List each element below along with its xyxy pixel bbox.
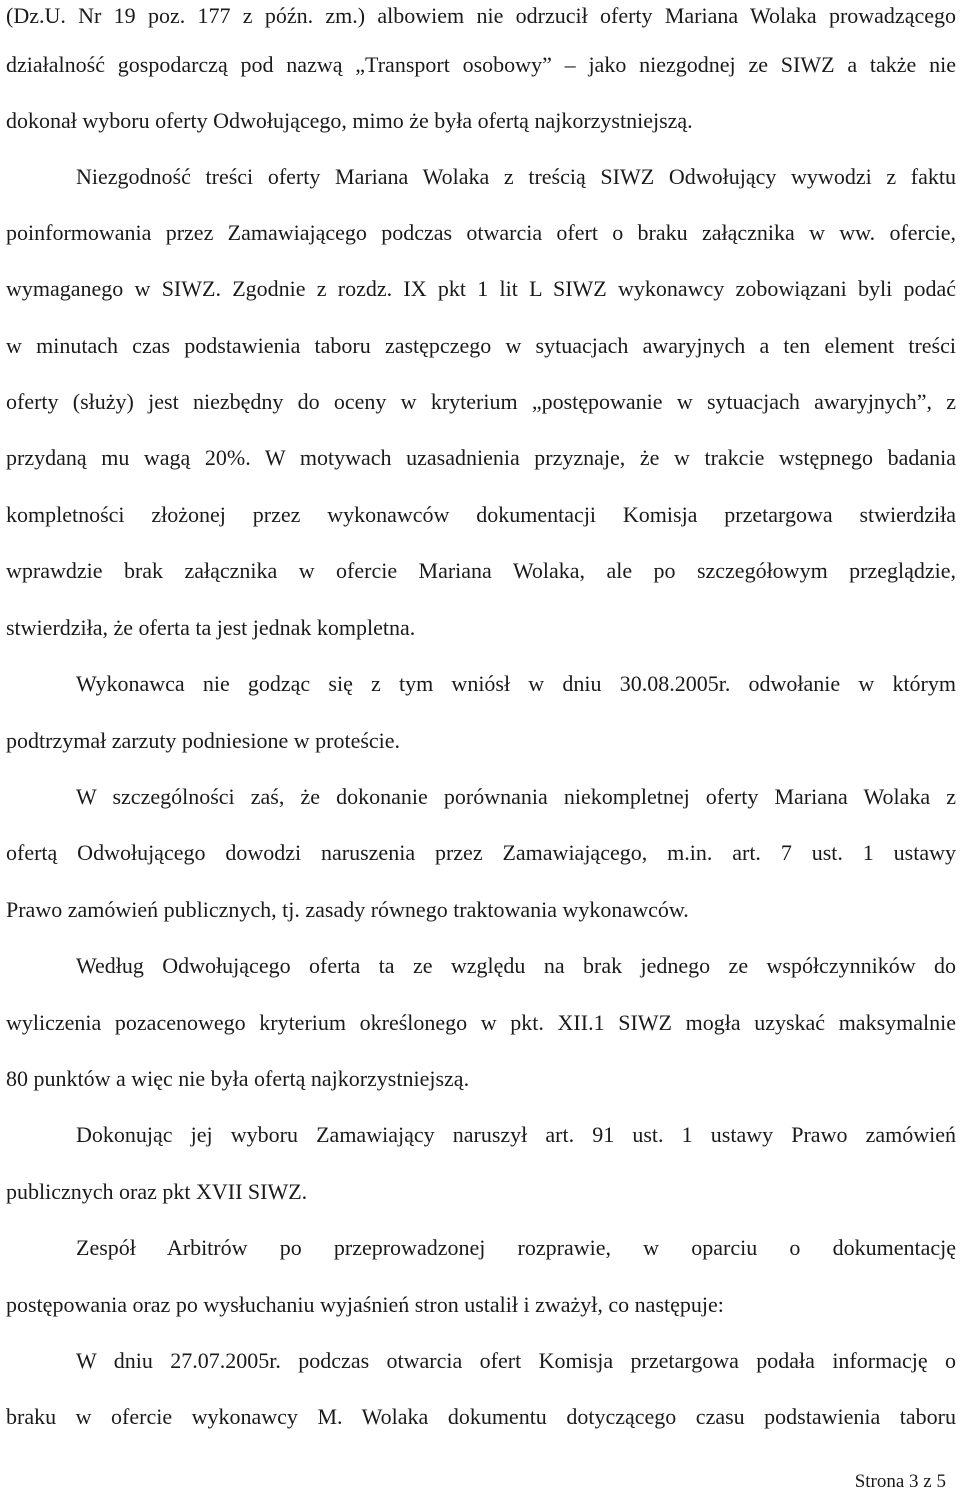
- text-line: Prawo zamówień publicznych, tj. zasady równego traktowania wykonawców.: [6, 897, 689, 922]
- text-line: oferty (służy) jest niezbędny do oceny w kryterium „postępowanie w sytuacjach awaryjnych”, z: [6, 389, 956, 414]
- text-line: poinformowania przez Zamawiającego podczas otwarcia ofert o braku załącznika w ww. ofercie,: [6, 220, 956, 245]
- text-line: działalność gospodarczą pod nazwą „Transport osobowy” – jako niezgodnej ze SIWZ a także nie: [6, 52, 956, 77]
- text-line: wyliczenia pozacenowego kryterium określonego w pkt. XII.1 SIWZ mogła uzyskać maksymalnie: [6, 1010, 956, 1035]
- text-line: Zespół Arbitrów po przeprowadzonej rozprawie, w oparciu o dokumentację: [76, 1235, 956, 1260]
- text-line: 80 punktów a więc nie była ofertą najkorzystniejszą.: [6, 1066, 470, 1091]
- text-line: przydaną mu wagą 20%. W motywach uzasadnienia przyznaje, że w trakcie wstępnego badania: [6, 445, 956, 470]
- text-line: wymaganego w SIWZ. Zgodnie z rozdz. IX pkt 1 lit L SIWZ wykonawcy zobowiązani byli podać: [6, 276, 956, 301]
- text-line: braku w ofercie wykonawcy M. Wolaka dokumentu dotyczącego czasu podstawienia taboru: [6, 1404, 956, 1429]
- text-line: postępowania oraz po wysłuchaniu wyjaśnień stron ustalił i zważył, co następuje:: [6, 1292, 724, 1317]
- text-line: publicznych oraz pkt XVII SIWZ.: [6, 1179, 308, 1204]
- text-line: Według Odwołującego oferta ta ze względu na brak jednego ze współczynników do: [76, 953, 956, 978]
- text-line: W dniu 27.07.2005r. podczas otwarcia ofert Komisja przetargowa podała informację o: [76, 1348, 956, 1373]
- text-line: ofertą Odwołującego dowodzi naruszenia przez Zamawiającego, m.in. art. 7 ust. 1 ustawy: [6, 840, 956, 865]
- text-line: dokonał wyboru oferty Odwołującego, mimo że była ofertą najkorzystniejszą.: [6, 108, 693, 133]
- text-line: wprawdzie brak załącznika w ofercie Mariana Wolaka, ale po szczegółowym przeglądzie,: [6, 558, 956, 583]
- text-line: kompletności złożonej przez wykonawców dokumentacji Komisja przetargowa stwierdziła: [6, 502, 956, 527]
- page-number: Strona 3 z 5: [854, 1471, 946, 1492]
- text-line: stwierdziła, że oferta ta jest jednak kompletna.: [6, 615, 416, 640]
- text-line: Niezgodność treści oferty Mariana Wolaka z treścią SIWZ Odwołujący wywodzi z faktu: [76, 164, 956, 189]
- text-line: w minutach czas podstawienia taboru zastępczego w sytuacjach awaryjnych a ten element treści: [6, 333, 956, 358]
- text-line: Wykonawca nie godząc się z tym wniósł w dniu 30.08.2005r. odwołanie w którym: [76, 671, 956, 696]
- text-line: (Dz.U. Nr 19 poz. 177 z późn. zm.) albowiem nie odrzucił oferty Mariana Wolaka prowadzącego: [6, 3, 956, 28]
- text-line: Dokonując jej wyboru Zamawiający naruszył art. 91 ust. 1 ustawy Prawo zamówień: [76, 1122, 956, 1147]
- text-line: podtrzymał zarzuty podniesione w proteście.: [6, 728, 401, 753]
- text-line: W szczególności zaś, że dokonanie porównania niekompletnej oferty Mariana Wolaka z: [76, 784, 956, 809]
